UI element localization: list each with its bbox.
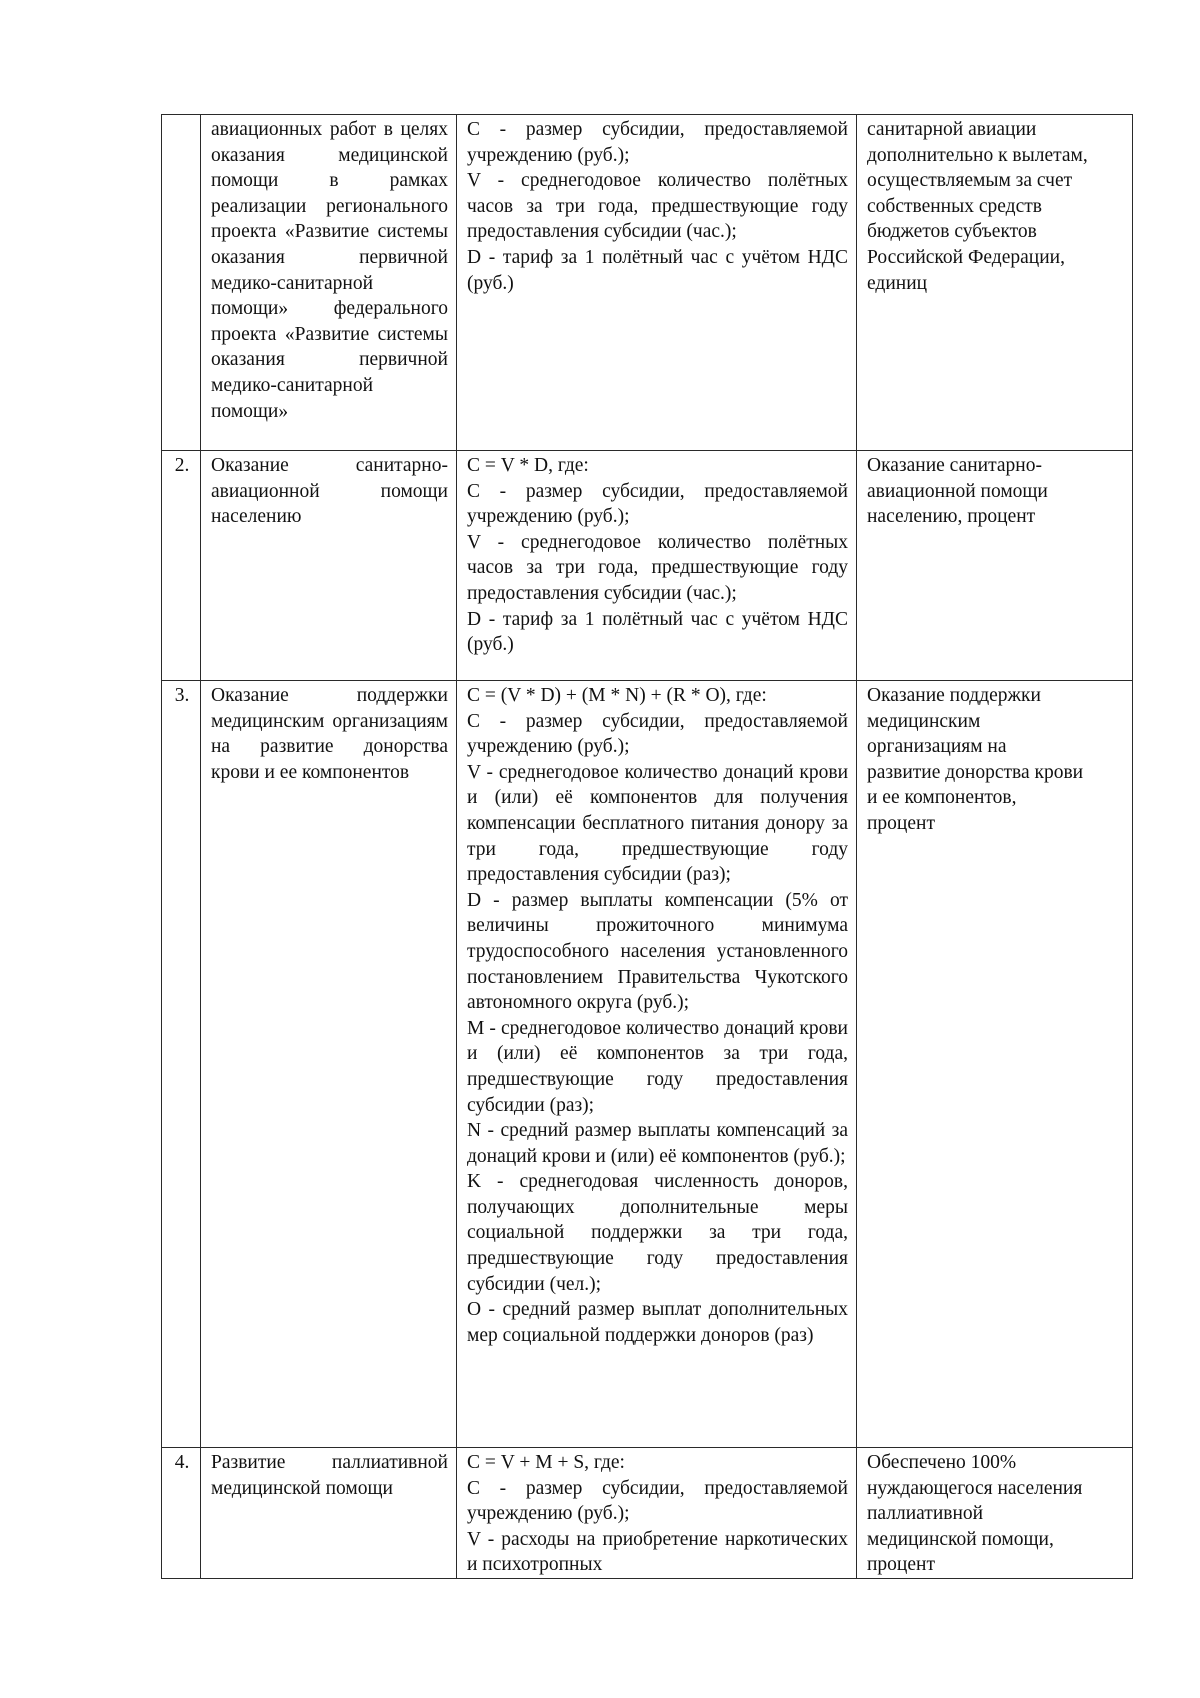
formula-line: N - средний размер выплаты компенсаций за донаций крови и (или) её компонентов (руб.); bbox=[467, 1120, 848, 1167]
formula-line: С - размер субсидии, предоставляемой учреждению (руб.); bbox=[467, 480, 848, 528]
formula-line: С - размер субсидии, предоставляемой учреждению (руб.); bbox=[467, 119, 848, 166]
row-result: санитарной авиации дополнительно к вылетам, осуществляемым за счет собственных средств бюджетов субъектов Российской Федерации, единиц bbox=[857, 115, 1133, 451]
formula-line: С = (V * D) + (M * N) + (R * O), где: bbox=[467, 685, 767, 706]
row-formula bbox=[457, 115, 857, 451]
result-line: процент bbox=[867, 1554, 935, 1576]
formula-line: С - размер субсидии, предоставляемой учреждению (руб.); bbox=[467, 1477, 848, 1525]
formula-line: V - среднегодовое количество полётных часов за три года, предшествующие году предоставления субсидии (час.); bbox=[467, 531, 848, 604]
result-line: паллиативной bbox=[867, 1503, 984, 1525]
row-formula bbox=[457, 681, 857, 1448]
row-number: 2. bbox=[162, 451, 201, 681]
formula-line: С - размер субсидии, предоставляемой учреждению (руб.); bbox=[467, 710, 848, 758]
formula-line: D - тариф за 1 полётный час с учётом НДС (руб.) bbox=[467, 608, 848, 656]
result-line: медицинской помощи, bbox=[867, 1528, 1054, 1550]
row-name: Оказание поддержки медицинским организациям на развитие донорства крови и ее компонентов bbox=[201, 681, 457, 1448]
result-line: процент bbox=[867, 812, 935, 834]
formula-line: С = V * D, где: bbox=[467, 455, 589, 476]
formula-line: O - средний размер выплат дополнительных мер социальной поддержки доноров (раз) bbox=[467, 1299, 848, 1346]
formula-line: V - расходы на приобретение наркотических и психотропных bbox=[467, 1528, 848, 1576]
result-line: Оказание поддержки bbox=[867, 685, 1041, 706]
row-result: Оказание санитарно-авиационной помощи населению, процент bbox=[857, 451, 1133, 681]
row-formula bbox=[457, 1448, 857, 1579]
row-result bbox=[857, 681, 1133, 1448]
table-row bbox=[162, 451, 1133, 681]
row-name: авиационных работ в целях оказания медицинской помощи в рамках реализации регионального проекта «Развитие системы оказания первичной медико-санитарной помощи» федерального проекта «Развитие системы оказания первичной медико-санитарной помощи» bbox=[201, 115, 457, 451]
formula-line: V - среднегодовое количество донаций крови и (или) её компонентов для получения компенсации бесплатного питания донору за три года, предшествующие году предоставления субсидии (раз); bbox=[467, 761, 848, 886]
row-number: 4. bbox=[162, 1448, 201, 1579]
table-row bbox=[162, 1448, 1133, 1579]
formula-line: D - размер выплаты компенсации (5% от величины прожиточного минимума трудоспособного населения установленного постановлением Правительства Чукотского автономного округа (руб.); bbox=[467, 889, 848, 1014]
result-line: и ее компонентов, bbox=[867, 787, 1017, 809]
row-name: Оказание санитарно-авиационной помощи населению bbox=[201, 451, 457, 681]
result-line: организациям на bbox=[867, 736, 1007, 758]
result-line: Обеспечено 100% bbox=[867, 1452, 1017, 1473]
row-formula bbox=[457, 451, 857, 681]
result-line: нуждающегося населения bbox=[867, 1477, 1083, 1499]
row-result bbox=[857, 1448, 1133, 1579]
result-line: развитие донорства крови bbox=[867, 761, 1084, 783]
formula-line: M - среднегодовое количество донаций крови и (или) её компонентов за три года, предшествующие году предоставления субсидии (раз); bbox=[467, 1017, 848, 1116]
row-number bbox=[162, 115, 201, 451]
formula-line: V - среднегодовое количество полётных часов за три года, предшествующие году предоставления субсидии (час.); bbox=[467, 170, 848, 243]
result-line: медицинским bbox=[867, 710, 981, 732]
formula-line: С = V + M + S, где: bbox=[467, 1452, 625, 1473]
formula-line: K - среднегодовая численность доноров, получающих дополнительные меры социальной поддержки за три года, предшествующие году предоставления субсидии (чел.); bbox=[467, 1171, 848, 1295]
table-row bbox=[162, 115, 1133, 451]
formula-line: D - тариф за 1 полётный час с учётом НДС (руб.) bbox=[467, 246, 848, 294]
subsidy-table bbox=[161, 114, 1133, 1579]
row-name: Развитие паллиативной медицинской помощи bbox=[201, 1448, 457, 1579]
row-number: 3. bbox=[162, 681, 201, 1448]
table-row bbox=[162, 681, 1133, 1448]
